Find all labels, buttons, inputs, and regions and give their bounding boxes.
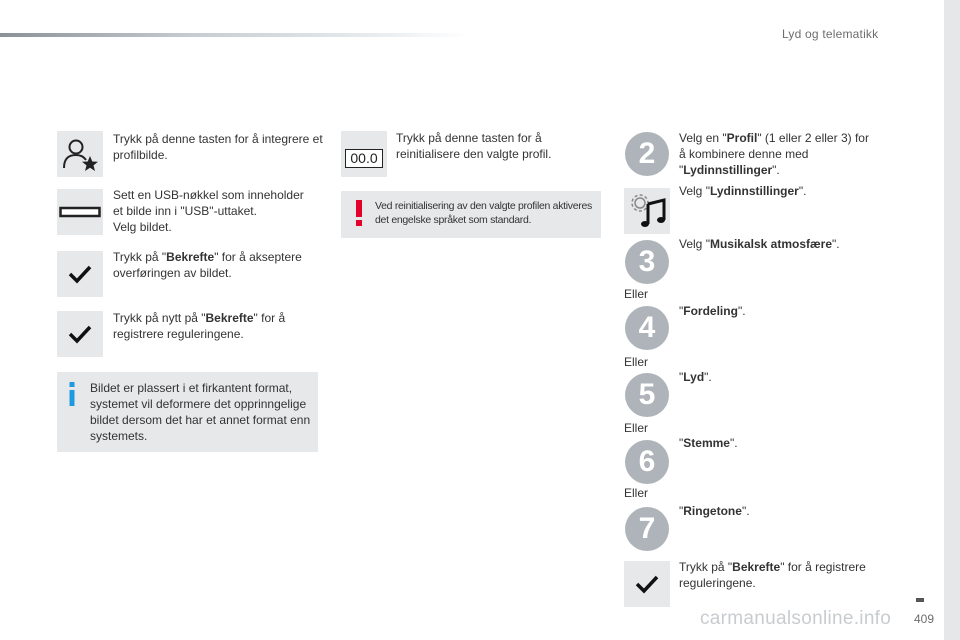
usb-key-icon — [57, 189, 103, 235]
info-note — [57, 372, 318, 452]
page-number: 409 — [914, 612, 935, 626]
text-bold: Lyd — [683, 370, 705, 384]
step-3-circle: 3 — [625, 240, 669, 284]
text-mid: " (1 eller 2 eller 3) for å kombinere denne med " — [679, 131, 869, 177]
text-pre: Trykk på nytt på " — [113, 311, 206, 325]
text-pre: " — [679, 304, 684, 318]
warning-exclamation-icon — [355, 200, 363, 226]
text-post: ". — [798, 184, 807, 198]
profile-star-icon — [57, 131, 103, 177]
checkmark-icon — [57, 311, 103, 357]
checkmark-icon — [624, 561, 670, 607]
text-pre: Trykk på " — [113, 250, 167, 264]
profile-image-text: Trykk på denne tasten for å integrere et profilbilde. — [113, 132, 323, 162]
eller-label: Eller — [624, 486, 649, 500]
checkmark-icon — [57, 251, 103, 297]
text-post: ". — [704, 370, 712, 384]
header-gradient-bar — [0, 33, 470, 37]
text-bold: Stemme — [683, 436, 730, 450]
text-bold: Lydinnstillinger — [709, 184, 799, 198]
step-5-circle: 5 — [625, 373, 669, 417]
info-note-text: Bildet er plassert i et firkantent format, systemet vil deformere det opprinngelige bildet dersom det har et annet format enn systemets. — [90, 381, 311, 443]
usb-text-line-2: et bilde inn i "USB"-uttaket. — [113, 204, 257, 218]
eller-label: Eller — [624, 421, 649, 435]
text-bold: Bekrefte — [732, 560, 781, 574]
step-2-circle: 2 — [625, 132, 669, 176]
text-post: ". — [741, 504, 750, 518]
info-icon — [67, 382, 77, 406]
step-4-text — [679, 303, 879, 319]
step-2-text — [679, 130, 874, 178]
step-6-text — [679, 435, 879, 451]
settings-text — [679, 183, 879, 199]
step-3-text — [679, 236, 879, 252]
confirm-transfer-text — [113, 249, 318, 281]
text-pre: Velg en " — [679, 131, 727, 145]
text-pre: Trykk på " — [679, 560, 733, 574]
usb-text-line-3: Velg bildet. — [113, 220, 172, 234]
step-6-circle: 6 — [625, 440, 669, 484]
reset-display-icon — [341, 131, 387, 177]
reset-text: Trykk på denne tasten for å reinitialisere den valgte profil. — [396, 131, 552, 161]
step-5-text — [679, 369, 879, 385]
text-bold: Musikalsk atmosfære — [709, 237, 833, 251]
audio-settings-icon — [624, 188, 670, 234]
eller-label: Eller — [624, 287, 649, 301]
text-bold: Bekrefte — [166, 250, 215, 264]
text-post: ". — [729, 436, 738, 450]
text-post: " for å registrere reguleringene. — [113, 311, 286, 341]
step-4-circle: 4 — [625, 306, 669, 350]
text-pre: Velg " — [679, 184, 710, 198]
confirm-register-text — [113, 310, 313, 342]
final-confirm-text — [679, 559, 879, 591]
text-post: ". — [737, 304, 746, 318]
text-bold: Bekrefte — [205, 311, 254, 325]
text-pre: Velg " — [679, 237, 710, 251]
text-post: " for å registrere reguleringene. — [679, 560, 866, 590]
text-post: " for å akseptere overføringen av bildet. — [113, 250, 302, 280]
step-7-text — [679, 503, 879, 519]
text-post: ". — [832, 237, 840, 251]
usb-image-text — [113, 187, 328, 235]
watermark: carmanualsonline.info — [700, 608, 892, 629]
section-title: Lyd og telematikk — [782, 27, 879, 41]
text-pre: " — [679, 370, 684, 384]
warning-note — [341, 191, 601, 238]
text-post: ". — [772, 163, 780, 177]
page-edge-tab — [944, 0, 960, 640]
reset-display-value: 00.0 — [345, 149, 382, 168]
text-pre: " — [679, 504, 684, 518]
eller-label: Eller — [624, 355, 649, 369]
text-bold: Profil — [726, 131, 758, 145]
text-bold: Fordeling — [683, 304, 738, 318]
text-pre: " — [679, 436, 684, 450]
text-bold: Ringetone — [683, 504, 742, 518]
warning-note-text: Ved reinitialisering av den valgte profilen aktiveres det engelske språket som standard. — [375, 200, 592, 226]
text-bold: Lydinnstillinger — [683, 163, 773, 177]
step-7-circle: 7 — [625, 507, 669, 551]
page-marker — [916, 598, 924, 602]
usb-text-line-1: Sett en USB-nøkkel som inneholder — [113, 188, 304, 202]
